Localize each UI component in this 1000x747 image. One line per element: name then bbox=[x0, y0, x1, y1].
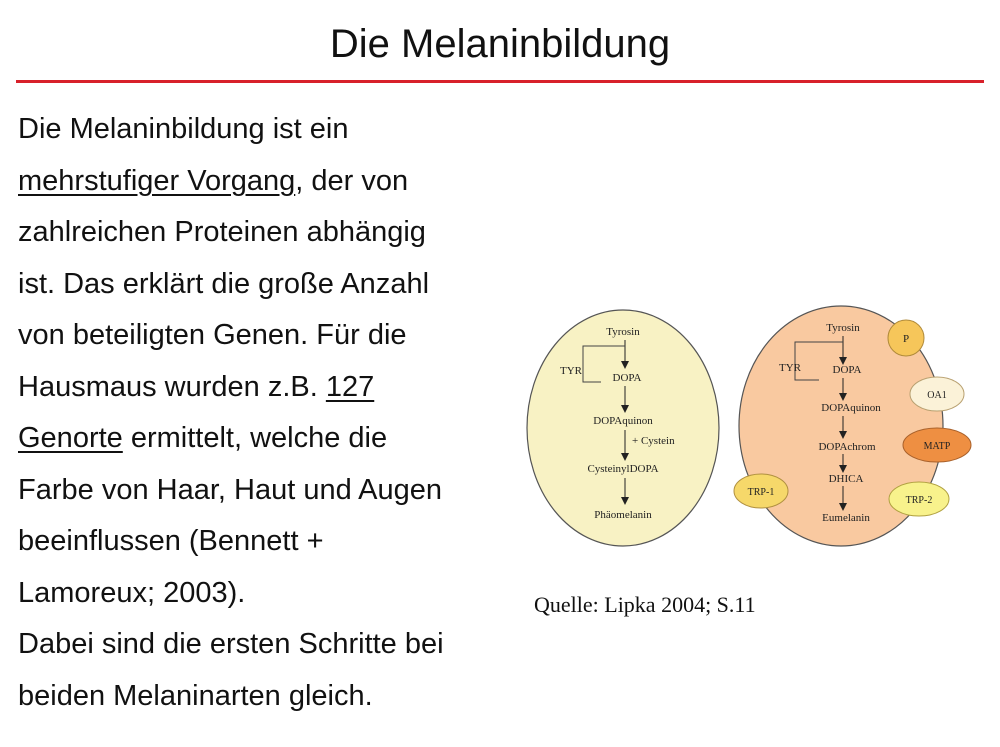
step-dopachrom: DOPAchrom bbox=[818, 441, 876, 453]
link-genorte[interactable]: Genorte bbox=[18, 422, 123, 454]
body-text-segment: Dabei sind die ersten Schritte bei bbox=[18, 628, 444, 660]
body-text-segment: Farbe von Haar, Haut und Augen bbox=[18, 473, 443, 506]
addition-cystein: + Cystein bbox=[632, 435, 675, 447]
melanin-pathway-diagram bbox=[525, 300, 985, 560]
protein-trp2-label: TRP-2 bbox=[905, 495, 933, 506]
body-line bbox=[18, 259, 518, 311]
body-text bbox=[18, 104, 518, 722]
body-line bbox=[18, 568, 518, 620]
body-line bbox=[18, 156, 518, 208]
step-phaeomelanin: Phäomelanin bbox=[594, 509, 652, 521]
step-eumelanin: Eumelanin bbox=[822, 512, 870, 524]
body-text-segment: zahlreichen Proteinen abhängig bbox=[18, 216, 426, 248]
body-text-segment: Lamoreux; 2003). bbox=[18, 576, 246, 609]
body-line bbox=[18, 671, 518, 723]
protein-matp-label: MATP bbox=[923, 441, 951, 452]
step-dopaquinon: DOPAquinon bbox=[821, 402, 881, 414]
body-line bbox=[18, 619, 518, 671]
step-tyrosin: Tyrosin bbox=[826, 322, 860, 334]
body-text-segment: ermittelt, welche die bbox=[122, 422, 388, 454]
source-caption: Quelle: Lipka 2004; S.11 bbox=[534, 592, 756, 617]
body-line bbox=[18, 465, 518, 517]
body-line bbox=[18, 104, 518, 156]
body-line bbox=[18, 310, 518, 362]
body-text-segment: Hausmaus wurden z.B. bbox=[18, 370, 326, 403]
link-127[interactable]: 127 bbox=[325, 370, 375, 403]
body-text-segment: beeinflussen (Bennett + bbox=[18, 525, 324, 557]
title-divider bbox=[16, 80, 984, 83]
body-text-segment: beiden Melaninarten gleich. bbox=[18, 679, 373, 712]
step-dopa: DOPA bbox=[832, 364, 862, 376]
step-cysteinyldopa: CysteinylDOPA bbox=[587, 463, 659, 475]
enzyme-tyr: TYR bbox=[560, 365, 582, 377]
body-text-segment: von beteiligten Genen. Für die bbox=[18, 319, 407, 351]
body-text-segment: ist. Das erklärt die große Anzahl bbox=[18, 267, 430, 300]
protein-p-label: P bbox=[902, 333, 910, 345]
step-dhica: DHICA bbox=[828, 473, 864, 485]
body-line bbox=[18, 413, 518, 465]
slide-title: Die Melaninbildung bbox=[329, 22, 671, 66]
body-line bbox=[18, 362, 518, 414]
step-dopaquinon: DOPAquinon bbox=[593, 415, 653, 427]
step-tyrosin: Tyrosin bbox=[606, 326, 640, 338]
body-text-segment: , der von bbox=[295, 164, 409, 197]
protein-trp1-label: TRP-1 bbox=[747, 487, 775, 498]
body-text-segment: Die Melaninbildung ist ein bbox=[18, 113, 349, 145]
body-line bbox=[18, 516, 518, 568]
enzyme-tyr: TYR bbox=[779, 362, 801, 374]
link-mehrstufiger-vorgang[interactable]: mehrstufiger Vorgang bbox=[18, 164, 296, 197]
step-dopa: DOPA bbox=[612, 372, 642, 384]
protein-oa1-label: OA1 bbox=[927, 390, 947, 401]
body-line bbox=[18, 207, 518, 259]
